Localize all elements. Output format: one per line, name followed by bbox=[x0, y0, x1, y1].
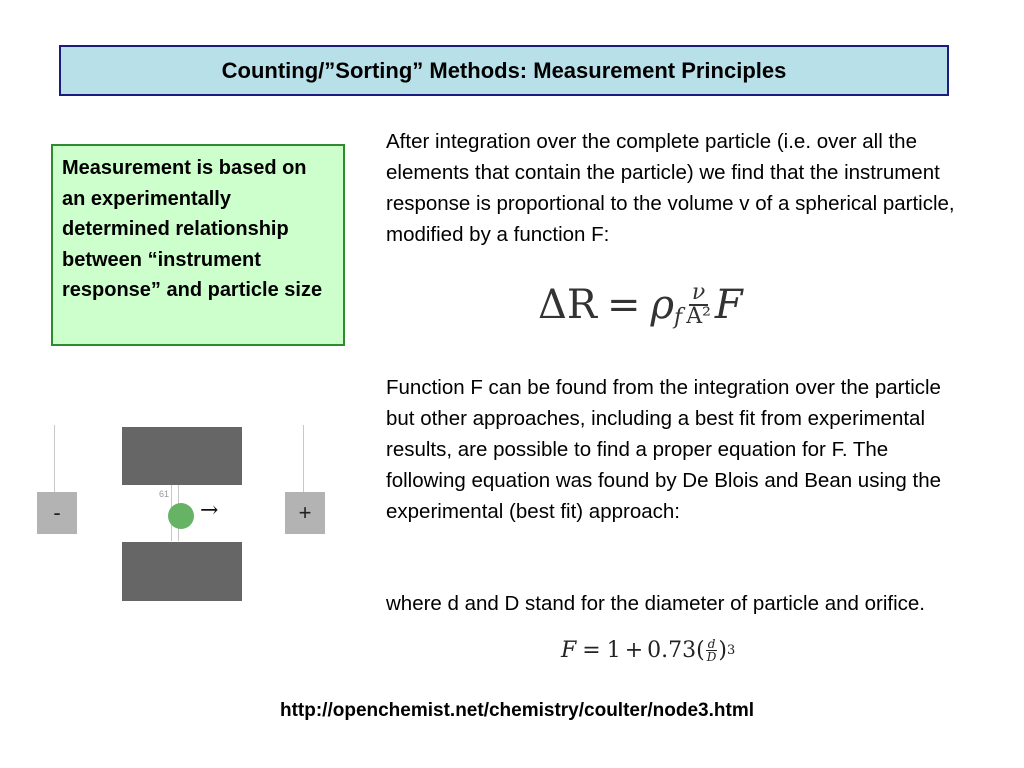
callout-text: Measurement is based on an experimentally determined relationship between “instrument response” and particle size bbox=[62, 157, 323, 301]
eq2-denominator: D bbox=[706, 650, 717, 664]
paragraph-where: where d and D stand for the diameter of particle and orifice. bbox=[386, 592, 925, 615]
paragraph-integration: After integration over the complete particle (i.e. over all the elements that contain the particle) we find that the instrument response is proportional to the volume v of a spherical particle, modified by a function F: bbox=[386, 130, 955, 246]
plus-electrode: + bbox=[285, 492, 325, 534]
minus-wire bbox=[54, 425, 55, 493]
plus-wire bbox=[303, 425, 304, 493]
eq1-equals: = bbox=[607, 282, 641, 328]
eq1-rho: ρ bbox=[650, 282, 675, 328]
eq2-one: 1 bbox=[606, 638, 621, 663]
minus-electrode: - bbox=[37, 492, 77, 534]
eq2-coef: 0.73( bbox=[647, 638, 705, 663]
eq1-denominator: A² bbox=[686, 304, 711, 329]
eq1-rho-sub: f bbox=[674, 304, 683, 330]
aperture-label: 61 bbox=[159, 489, 170, 499]
eq2-plus: + bbox=[624, 638, 644, 663]
eq2-equals: = bbox=[582, 638, 601, 663]
eq2-fraction bbox=[706, 638, 718, 663]
arrow-right-icon: → bbox=[200, 498, 219, 523]
paragraph-function-f: Function F can be found from the integration over the particle but other approaches, including a best fit from experimental results, are possible to find a proper equation for F. The following equation was found by De Blois and Bean using the experimental (best fit) approach: bbox=[386, 376, 942, 523]
source-url: http://openchemist.net/chemistry/coulter/node3.html bbox=[279, 700, 754, 721]
eq2-numerator: d bbox=[707, 637, 716, 651]
eq1-fraction bbox=[686, 282, 711, 328]
equation-delta-r bbox=[538, 282, 743, 328]
eq1-lhs: ΔR bbox=[538, 282, 598, 328]
eq2-exponent: 3 bbox=[727, 643, 736, 658]
upper-plate bbox=[122, 427, 242, 485]
eq2-lhs: F bbox=[561, 638, 577, 663]
lower-plate bbox=[122, 542, 242, 601]
slide-title: Counting/”Sorting” Methods: Measurement Principles bbox=[59, 45, 949, 96]
eq1-factor: F bbox=[714, 282, 743, 328]
equation-f bbox=[561, 638, 735, 663]
coulter-orifice-diagram bbox=[35, 425, 335, 605]
particle-icon bbox=[168, 503, 194, 529]
eq2-close: ) bbox=[718, 638, 727, 663]
eq1-numerator: ν bbox=[689, 282, 708, 306]
